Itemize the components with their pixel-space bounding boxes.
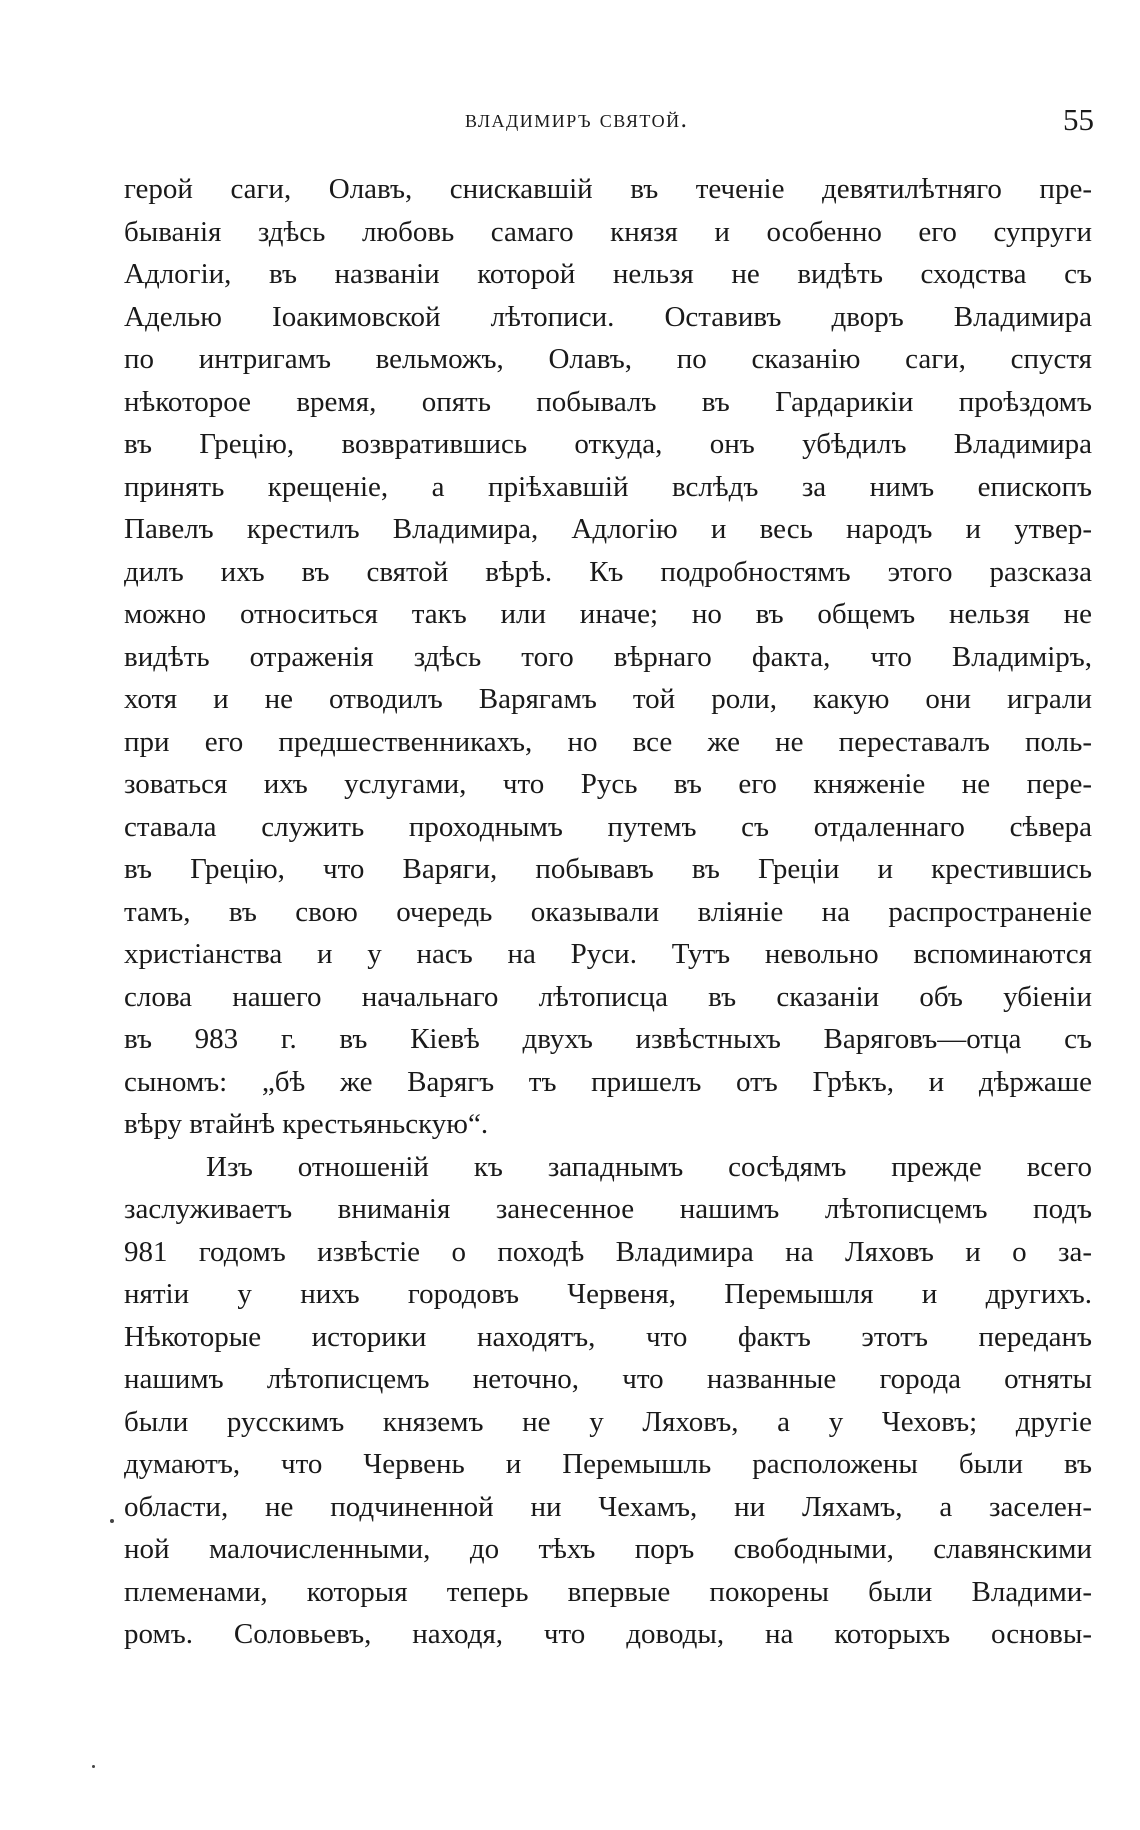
text-line: по интригамъ вельможъ, Олавъ, по сказанію саги, спустя (124, 343, 1092, 375)
text-line: Павелъ крестилъ Владимира, Адлогію и весь народъ и утвер- (124, 513, 1092, 545)
text-line: въ Грецію, что Варяги, побывавъ въ Греціи и крестившись (124, 853, 1092, 885)
text-line: заслуживаетъ вниманія занесенное нашимъ лѣтописцемъ подъ (124, 1193, 1092, 1225)
text-line: въ Грецію, возвратившись откуда, онъ убѣдилъ Владимира (124, 428, 1092, 460)
running-title: владимиръ святой. (465, 106, 689, 133)
running-head (122, 102, 1106, 148)
text-line: нятіи у нихъ городовъ Червеня, Перемышля и другихъ. (124, 1278, 1092, 1310)
text-line: принять крещеніе, а пріѣхавшій вслѣдъ за нимъ епископъ (124, 470, 1092, 503)
text-line: нѣкоторое время, опять побывалъ въ Гардарикіи проѣздомъ (124, 385, 1092, 418)
paragraph-1 (124, 168, 1092, 1146)
text-line: христіанства и у насъ на Руси. Тутъ невольно вспоминаются (124, 938, 1092, 970)
text-line: хотя и не отводилъ Варягамъ той роли, какую они играли (124, 683, 1092, 715)
text-line: Аделью Іоакимовской лѣтописи. Оставивъ дворъ Владимира (124, 300, 1092, 333)
paragraph-2 (124, 1146, 1092, 1656)
text-line: герой саги, Олавъ, снискавшій въ теченіе девятилѣтняго пре- (124, 173, 1092, 205)
text-line: ставала служить проходнымъ путемъ съ отдаленнаго сѣвера (124, 810, 1092, 843)
text-line: 981 годомъ извѣстіе о походѣ Владимира на Ляховъ и о за- (124, 1235, 1092, 1268)
text-line: тамъ, въ свою очередь оказывали вліяніе на распространеніе (124, 895, 1092, 928)
text-line: племенами, которыя теперь впервые покорены были Владими- (124, 1575, 1092, 1608)
text-line: слова нашего начальнаго лѣтописца въ сказаніи объ убіеніи (124, 980, 1092, 1013)
text-line: Адлогіи, въ названіи которой нельзя не видѣть сходства съ (124, 258, 1092, 290)
text-line: ной малочисленными, до тѣхъ поръ свободными, славянскими (124, 1533, 1092, 1565)
print-speck (92, 1765, 95, 1768)
text-line: области, не подчиненной ни Чехамъ, ни Ляхамъ, а заселен- (124, 1490, 1092, 1523)
print-speck (110, 1519, 114, 1523)
text-line: при его предшественникахъ, но все же не переставалъ поль- (124, 725, 1092, 758)
text-line: видѣть отраженія здѣсь того вѣрнаго факта, что Владиміръ, (124, 640, 1092, 673)
text-line: въ 983 г. въ Кіевѣ двухъ извѣстныхъ Варяговъ—отца съ (124, 1023, 1092, 1055)
text-line: были русскимъ княземъ не у Ляховъ, а у Чеховъ; другіе (124, 1405, 1092, 1438)
body-text (124, 168, 1092, 1656)
text-line: вѣру втайнѣ крестьяньскую“. (124, 1108, 489, 1140)
text-line: можно относиться такъ или иначе; но въ общемъ нельзя не (124, 598, 1092, 630)
text-line: нашимъ лѣтописцемъ неточно, что названные города отняты (124, 1363, 1092, 1395)
text-line: ромъ. Соловьевъ, находя, что доводы, на которыхъ основы- (124, 1618, 1092, 1650)
text-line: зоваться ихъ услугами, что Русь въ его княженіе не пере- (124, 768, 1092, 800)
page-number: 55 (1063, 102, 1094, 137)
text-line: сыномъ: „бѣ же Варягъ тъ пришелъ отъ Грѣкъ, и дѣржаше (124, 1065, 1092, 1098)
text-line: Нѣкоторые историки находятъ, что фактъ этотъ переданъ (124, 1320, 1092, 1353)
text-line: думаютъ, что Червень и Перемышль расположены были въ (124, 1448, 1092, 1480)
text-line: Изъ отношеній къ западнымъ сосѣдямъ прежде всего (206, 1150, 1092, 1183)
text-line: дилъ ихъ въ святой вѣрѣ. Къ подробностямъ этого разсказа (124, 555, 1092, 588)
text-line: быванія здѣсь любовь самаго князя и особенно его супруги (124, 215, 1092, 248)
